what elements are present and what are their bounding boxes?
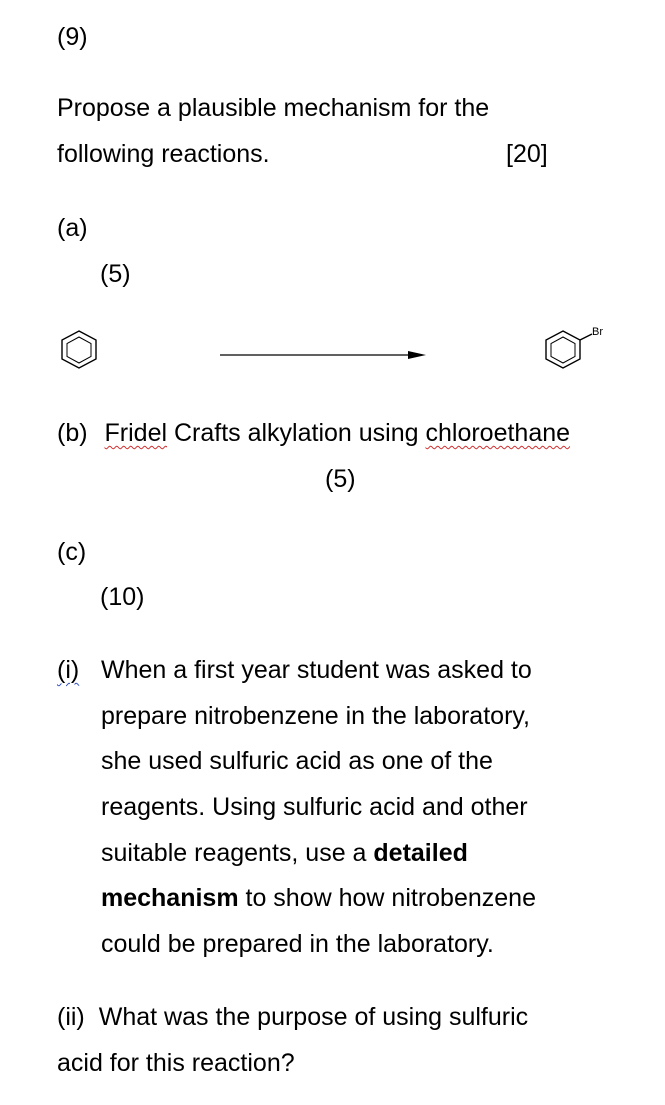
emphasis-detailed: detailed (373, 839, 468, 867)
part-a-marks: (5) (100, 260, 131, 288)
part-c-marks: (10) (100, 583, 145, 611)
total-marks: [20] (506, 140, 548, 168)
part-i-line-6: mechanism to show how nitrobenzene (101, 884, 536, 912)
part-i-line-4: reagents. Using sulfuric acid and other (101, 793, 528, 821)
reaction-arrow (220, 351, 426, 359)
intro-line-2: following reactions. (57, 140, 270, 168)
part-b-label: (b) (57, 419, 88, 447)
part-i-line-3: she used sulfuric acid as one of the (101, 747, 493, 775)
part-ii-label: (ii) (57, 1003, 85, 1031)
part-b-marks: (5) (325, 465, 356, 493)
part-b-text: Crafts alkylation using (167, 419, 426, 447)
bromobenzene-structure (546, 331, 592, 368)
part-i-line-2: prepare nitrobenzene in the laboratory, (101, 702, 530, 730)
part-i-line-7: could be prepared in the laboratory. (101, 930, 494, 958)
emphasis-mechanism: mechanism (101, 884, 239, 912)
bromine-label: Br (592, 326, 603, 338)
benzene-structure (62, 331, 96, 368)
part-ii-line-1: (ii) What was the purpose of using sulfuric (57, 1003, 529, 1031)
part-i-line-5: suitable reagents, use a detailed (101, 839, 468, 867)
part-i-line-1: When a first year student was asked to (101, 656, 532, 684)
question-number: (9) (57, 23, 88, 51)
spelling-flag-chloroethane: chloroethane (425, 419, 571, 447)
part-i-label: (i) (57, 656, 80, 684)
spelling-flag-fridel: Fridel (104, 419, 168, 447)
intro-line-1: Propose a plausible mechanism for the (57, 94, 490, 122)
part-ii-line-2: acid for this reaction? (57, 1049, 295, 1077)
part-b-question (57, 418, 570, 448)
part-c-label: (c) (57, 538, 87, 566)
part-a-label: (a) (57, 214, 88, 242)
